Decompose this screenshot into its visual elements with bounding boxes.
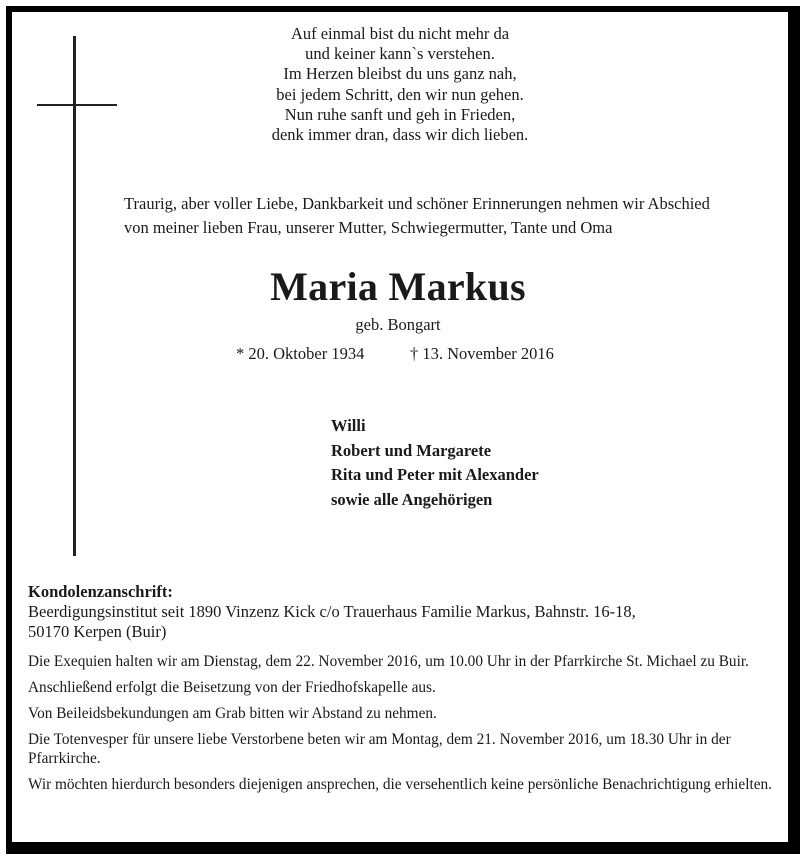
intro-text <box>124 192 784 240</box>
poem-line: Auf einmal bist du nicht mehr da <box>290 24 510 43</box>
cross-horizontal-bar <box>37 104 117 106</box>
family-member: Willi <box>331 416 366 435</box>
life-dates <box>236 342 636 366</box>
condolence-line: 50170 Kerpen (Buir) <box>28 622 167 641</box>
poem-line: denk immer dran, dass wir dich lieben. <box>271 125 529 145</box>
poem-line: Im Herzen bleibst du uns ganz nah, <box>283 64 517 84</box>
note-paragraph: Anschließend erfolgt die Beisetzung von der Friedhofskapelle aus. <box>28 679 436 696</box>
service-notes <box>28 652 773 801</box>
maiden-name: geb. Bongart <box>355 315 441 334</box>
note-paragraph: Von Beileidsbekundungen am Grab bitten wir Abstand zu nehmen. <box>28 705 437 722</box>
deceased-name: Maria Markus <box>270 264 526 309</box>
poem-line: Nun ruhe sanft und geh in Frieden, <box>284 104 516 124</box>
condolence-title: Kondolenzanschrift: <box>28 582 173 601</box>
poem <box>200 24 600 145</box>
family-member: sowie alle Angehörigen <box>331 489 493 509</box>
family-member: Rita und Peter mit Alexander <box>331 465 539 484</box>
note-paragraph: Die Exequien halten wir am Dienstag, dem 22. November 2016, um 10.00 Uhr in der Pfarrkirche St. Michael zu Buir. <box>28 653 749 670</box>
death-date: † 13. November 2016 <box>410 344 554 363</box>
condolence-address <box>28 582 768 642</box>
birth-date: * 20. Oktober 1934 <box>236 344 365 363</box>
family-member: Robert und Margarete <box>331 440 492 460</box>
poem-line: und keiner kann`s verstehen. <box>305 44 495 64</box>
poem-line: bei jedem Schritt, den wir nun gehen. <box>276 84 524 104</box>
note-paragraph: Die Totenvesper für unsere liebe Verstorbene beten wir am Montag, dem 21. November 2016, um 18.30 Uhr in der Pfarrkirche. <box>28 731 731 767</box>
intro-line: von meiner lieben Frau, unserer Mutter, Schwiegermutter, Tante und Oma <box>124 218 613 237</box>
note-paragraph: Wir möchten hierdurch besonders diejenigen ansprechen, die versehentlich keine persönliche Benachrichtigung erhielten. <box>28 776 772 793</box>
intro-line: Traurig, aber voller Liebe, Dankbarkeit und schöner Erinnerungen nehmen wir Abschied <box>124 194 710 213</box>
family-signatures <box>331 414 731 512</box>
condolence-line: Beerdigungsinstitut seit 1890 Vinzenz Kick c/o Trauerhaus Familie Markus, Bahnstr. 16-18, <box>28 602 636 621</box>
